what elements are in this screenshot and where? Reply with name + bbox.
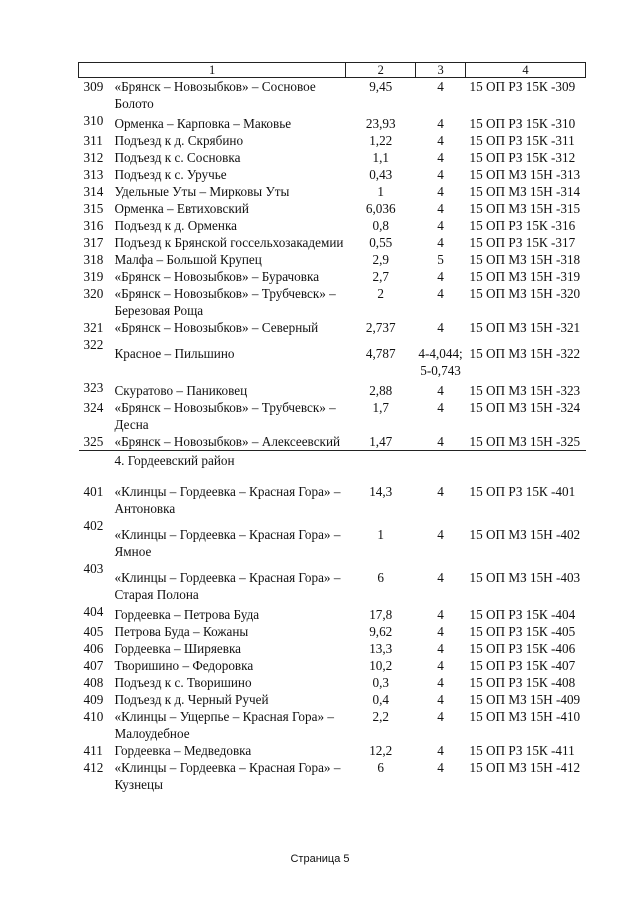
road-name-cell xyxy=(79,200,346,217)
road-name: «Брянск – Новозыбков» – Сосновое Болото xyxy=(114,79,316,111)
roads-table xyxy=(78,62,586,793)
road-name: Подъезд к д. Черный Ручей xyxy=(114,692,269,707)
table-row xyxy=(79,691,586,708)
road-name-cell xyxy=(79,234,346,251)
row-number: 404 xyxy=(83,604,104,619)
road-category: 4 xyxy=(437,201,444,216)
road-name: «Клинцы – Гордеевка – Красная Гора» – Кузнецы xyxy=(114,760,341,792)
table-row xyxy=(79,560,586,603)
road-id-code: 15 ОП РЗ 15К -401 xyxy=(469,484,576,499)
header-col-4: 4 xyxy=(466,63,586,78)
row-number: 407 xyxy=(83,658,104,673)
road-name-cell xyxy=(79,657,346,674)
table-row xyxy=(79,759,586,793)
table-row xyxy=(79,166,586,183)
road-category: 5 xyxy=(437,252,444,267)
row-number: 314 xyxy=(83,184,104,199)
table-row xyxy=(79,657,586,674)
table-row xyxy=(79,200,586,217)
table-row xyxy=(79,285,586,319)
road-name: «Брянск – Новозыбков» – Северный xyxy=(114,320,319,335)
road-length: 9,62 xyxy=(369,624,393,639)
road-length: 2 xyxy=(377,286,385,301)
road-name-cell xyxy=(79,483,346,517)
road-id-code: 15 ОП РЗ 15К -311 xyxy=(469,133,575,148)
road-name-cell xyxy=(79,560,346,603)
road-length: 23,93 xyxy=(365,116,396,131)
table-row xyxy=(79,399,586,433)
road-category: 4 xyxy=(437,675,444,690)
road-id-code: 15 ОП МЗ 15Н -320 xyxy=(469,286,581,301)
row-number: 313 xyxy=(83,167,104,182)
road-category: 4 xyxy=(437,709,444,724)
road-id-code: 15 ОП МЗ 15Н -323 xyxy=(469,383,581,398)
road-name: Красное – Пильшино xyxy=(114,346,235,361)
row-number: 312 xyxy=(83,150,104,165)
road-name: «Клинцы – Ущерпье – Красная Гора» – Малоудебное xyxy=(114,709,334,741)
row-number: 310 xyxy=(83,113,104,128)
road-category: 4 xyxy=(437,320,444,335)
road-name: «Брянск – Новозыбков» – Бурачовка xyxy=(114,269,320,284)
road-length: 2,2 xyxy=(372,709,389,724)
road-category: 4 xyxy=(437,434,444,449)
road-length: 17,8 xyxy=(369,607,393,622)
table-row xyxy=(79,336,586,379)
table-row xyxy=(79,674,586,691)
road-id-code: 15 ОП МЗ 15Н -324 xyxy=(469,400,581,415)
table-row xyxy=(79,742,586,759)
road-name: Орменка – Карповка – Маковье xyxy=(114,116,292,131)
road-id-code: 15 ОП МЗ 15Н -409 xyxy=(469,692,581,707)
road-category: 4 xyxy=(437,286,444,301)
road-length: 6,036 xyxy=(365,201,396,216)
table-row xyxy=(79,268,586,285)
road-name: Подъезд к Брянской госсельхозакадемии xyxy=(114,235,344,250)
row-number: 409 xyxy=(83,692,104,707)
road-name-cell xyxy=(79,217,346,234)
row-number: 325 xyxy=(83,434,104,449)
road-category: 4 xyxy=(437,624,444,639)
road-length: 14,3 xyxy=(369,484,393,499)
road-length: 6 xyxy=(377,570,385,585)
road-id-code: 15 ОП МЗ 15Н -315 xyxy=(469,201,581,216)
road-length: 1,1 xyxy=(372,150,389,165)
road-name-cell xyxy=(79,674,346,691)
road-category: 4 xyxy=(437,527,444,542)
row-number: 406 xyxy=(83,641,104,656)
table-row xyxy=(79,708,586,742)
road-name-cell xyxy=(79,78,346,113)
road-name-cell xyxy=(79,251,346,268)
road-name-cell xyxy=(79,285,346,319)
table-row xyxy=(79,149,586,166)
road-length: 0,55 xyxy=(369,235,393,250)
road-id-code: 15 ОП МЗ 15Н -325 xyxy=(469,434,581,449)
table-body-section-4 xyxy=(79,483,586,793)
row-number: 402 xyxy=(83,518,104,533)
road-name: «Клинцы – Гордеевка – Красная Гора» – Старая Полона xyxy=(114,570,341,602)
road-length: 1,47 xyxy=(369,434,393,449)
row-number: 410 xyxy=(83,709,104,724)
road-name-cell xyxy=(79,399,346,433)
road-category: 4 xyxy=(437,570,444,585)
road-length: 1 xyxy=(377,527,385,542)
road-category: 4 xyxy=(437,218,444,233)
road-id-code: 15 ОП РЗ 15К -411 xyxy=(469,743,575,758)
road-length: 0,4 xyxy=(372,692,389,707)
road-name: Гордеевка – Медведовка xyxy=(114,743,252,758)
row-number: 324 xyxy=(83,400,104,415)
header-col-3: 3 xyxy=(416,63,466,78)
row-number: 322 xyxy=(83,337,104,352)
road-id-code: 15 ОП МЗ 15Н -403 xyxy=(469,570,581,585)
table-row xyxy=(79,603,586,623)
road-category: 4 xyxy=(437,133,444,148)
road-category: 4 xyxy=(437,79,444,94)
road-length: 2,737 xyxy=(365,320,396,335)
road-name-cell xyxy=(79,742,346,759)
table-row xyxy=(79,319,586,336)
road-length: 9,45 xyxy=(369,79,393,94)
road-name-cell xyxy=(79,112,346,132)
table-body-section-3 xyxy=(79,78,586,451)
road-category: 4 xyxy=(437,383,444,398)
road-name: Подъезд к д. Орменка xyxy=(114,218,237,233)
road-length: 10,2 xyxy=(369,658,393,673)
road-name-cell xyxy=(79,166,346,183)
road-id-code: 15 ОП МЗ 15Н -314 xyxy=(469,184,581,199)
road-id-code: 15 ОП МЗ 15Н -319 xyxy=(469,269,581,284)
road-name-cell xyxy=(79,433,346,451)
road-category: 4-4,044; 5-0,743 xyxy=(418,346,463,378)
road-name-cell xyxy=(79,132,346,149)
table-row xyxy=(79,183,586,200)
table-row xyxy=(79,517,586,560)
row-number: 321 xyxy=(83,320,104,335)
road-length: 6 xyxy=(377,760,385,775)
road-id-code: 15 ОП МЗ 15Н -410 xyxy=(469,709,581,724)
road-length: 0,3 xyxy=(372,675,389,690)
table-row xyxy=(79,640,586,657)
road-category: 4 xyxy=(437,641,444,656)
row-number: 319 xyxy=(83,269,104,284)
road-category: 4 xyxy=(437,692,444,707)
road-id-code: 15 ОП МЗ 15Н -313 xyxy=(469,167,581,182)
road-name-cell xyxy=(79,708,346,742)
row-number: 408 xyxy=(83,675,104,690)
road-name: Творишино – Федоровка xyxy=(114,658,254,673)
road-id-code: 15 ОП РЗ 15К -406 xyxy=(469,641,576,656)
row-number: 311 xyxy=(83,133,103,148)
header-col-2: 2 xyxy=(346,63,416,78)
road-name-cell xyxy=(79,623,346,640)
road-id-code: 15 ОП МЗ 15Н -318 xyxy=(469,252,581,267)
road-id-code: 15 ОП РЗ 15К -309 xyxy=(469,79,576,94)
table-row xyxy=(79,483,586,517)
road-name-cell xyxy=(79,691,346,708)
road-length: 1 xyxy=(377,184,385,199)
row-number: 401 xyxy=(83,484,104,499)
road-name-cell xyxy=(79,149,346,166)
header-col-1: 1 xyxy=(79,63,346,78)
road-id-code: 15 ОП РЗ 15К -312 xyxy=(469,150,576,165)
road-length: 12,2 xyxy=(369,743,393,758)
table-row xyxy=(79,379,586,399)
row-number: 320 xyxy=(83,286,104,301)
road-category: 4 xyxy=(437,607,444,622)
road-name: Скуратово – Паниковец xyxy=(114,383,248,398)
row-number: 315 xyxy=(83,201,104,216)
table-row xyxy=(79,112,586,132)
row-number: 411 xyxy=(83,743,103,758)
table-row xyxy=(79,217,586,234)
road-category: 4 xyxy=(437,235,444,250)
road-name-cell xyxy=(79,759,346,793)
road-id-code: 15 ОП РЗ 15К -310 xyxy=(469,116,576,131)
road-length: 4,787 xyxy=(365,346,396,361)
road-name: Подъезд к с. Творишино xyxy=(114,675,252,690)
table-row xyxy=(79,623,586,640)
table-header-row xyxy=(79,63,586,78)
road-id-code: 15 ОП МЗ 15Н -412 xyxy=(469,760,581,775)
road-id-code: 15 ОП РЗ 15К -407 xyxy=(469,658,576,673)
road-name-cell xyxy=(79,517,346,560)
road-length: 0,8 xyxy=(372,218,389,233)
section-title: 4. Гордеевский район xyxy=(79,451,586,484)
road-length: 1,22 xyxy=(369,133,393,148)
table-row xyxy=(79,251,586,268)
road-length: 2,9 xyxy=(372,252,389,267)
road-category: 4 xyxy=(437,484,444,499)
road-length: 0,43 xyxy=(369,167,393,182)
road-category: 4 xyxy=(437,658,444,673)
road-name: Гордеевка – Петрова Буда xyxy=(114,607,260,622)
road-category: 4 xyxy=(437,400,444,415)
road-name-cell xyxy=(79,336,346,379)
road-category: 4 xyxy=(437,269,444,284)
road-id-code: 15 ОП МЗ 15Н -321 xyxy=(469,320,581,335)
road-id-code: 15 ОП РЗ 15К -408 xyxy=(469,675,576,690)
road-id-code: 15 ОП МЗ 15Н -402 xyxy=(469,527,581,542)
road-id-code: 15 ОП МЗ 15Н -322 xyxy=(469,346,581,361)
road-name-cell xyxy=(79,640,346,657)
road-name: Малфа – Большой Крупец xyxy=(114,252,262,267)
road-category: 4 xyxy=(437,184,444,199)
page-footer: Страница 5 xyxy=(290,853,350,865)
road-id-code: 15 ОП РЗ 15К -404 xyxy=(469,607,576,622)
road-name: Петрова Буда – Кожаны xyxy=(114,624,249,639)
road-category: 4 xyxy=(437,150,444,165)
road-name: Подъезд к с. Уручье xyxy=(114,167,227,182)
road-name: «Клинцы – Гордеевка – Красная Гора» – Ямное xyxy=(114,527,341,559)
road-name: «Брянск – Новозыбков» – Трубчевск» – Березовая Роща xyxy=(114,286,336,318)
row-number: 323 xyxy=(83,380,104,395)
road-name: «Брянск – Новозыбков» – Алексеевский xyxy=(114,434,341,449)
road-category: 4 xyxy=(437,760,444,775)
road-name: «Клинцы – Гордеевка – Красная Гора» – Антоновка xyxy=(114,484,341,516)
road-category: 4 xyxy=(437,743,444,758)
road-category: 4 xyxy=(437,167,444,182)
road-name-cell xyxy=(79,379,346,399)
table-body-section-title xyxy=(79,451,586,484)
road-length: 2,7 xyxy=(372,269,389,284)
road-name-cell xyxy=(79,319,346,336)
road-length: 13,3 xyxy=(369,641,393,656)
row-number: 403 xyxy=(83,561,104,576)
road-name: Гордеевка – Ширяевка xyxy=(114,641,242,656)
row-number: 405 xyxy=(83,624,104,639)
row-number: 318 xyxy=(83,252,104,267)
row-number: 316 xyxy=(83,218,104,233)
table-row xyxy=(79,234,586,251)
road-id-code: 15 ОП РЗ 15К -316 xyxy=(469,218,576,233)
row-number: 309 xyxy=(83,79,104,94)
road-id-code: 15 ОП РЗ 15К -405 xyxy=(469,624,576,639)
road-category: 4 xyxy=(437,116,444,131)
road-name-cell xyxy=(79,603,346,623)
road-name: Подъезд к с. Сосновка xyxy=(114,150,241,165)
road-name: Подъезд к д. Скрябино xyxy=(114,133,244,148)
road-length: 2,88 xyxy=(369,383,393,398)
table-row xyxy=(79,433,586,451)
table-row xyxy=(79,132,586,149)
row-number: 317 xyxy=(83,235,104,250)
road-name-cell xyxy=(79,268,346,285)
road-name: «Брянск – Новозыбков» – Трубчевск» – Десна xyxy=(114,400,336,432)
road-name-cell xyxy=(79,183,346,200)
road-name: Удельные Уты – Мирковы Уты xyxy=(114,184,290,199)
road-id-code: 15 ОП РЗ 15К -317 xyxy=(469,235,576,250)
section-row xyxy=(79,451,586,484)
row-number: 412 xyxy=(83,760,104,775)
road-name: Орменка – Евтиховский xyxy=(114,201,249,216)
table-row xyxy=(79,78,586,113)
road-length: 1,7 xyxy=(372,400,389,415)
